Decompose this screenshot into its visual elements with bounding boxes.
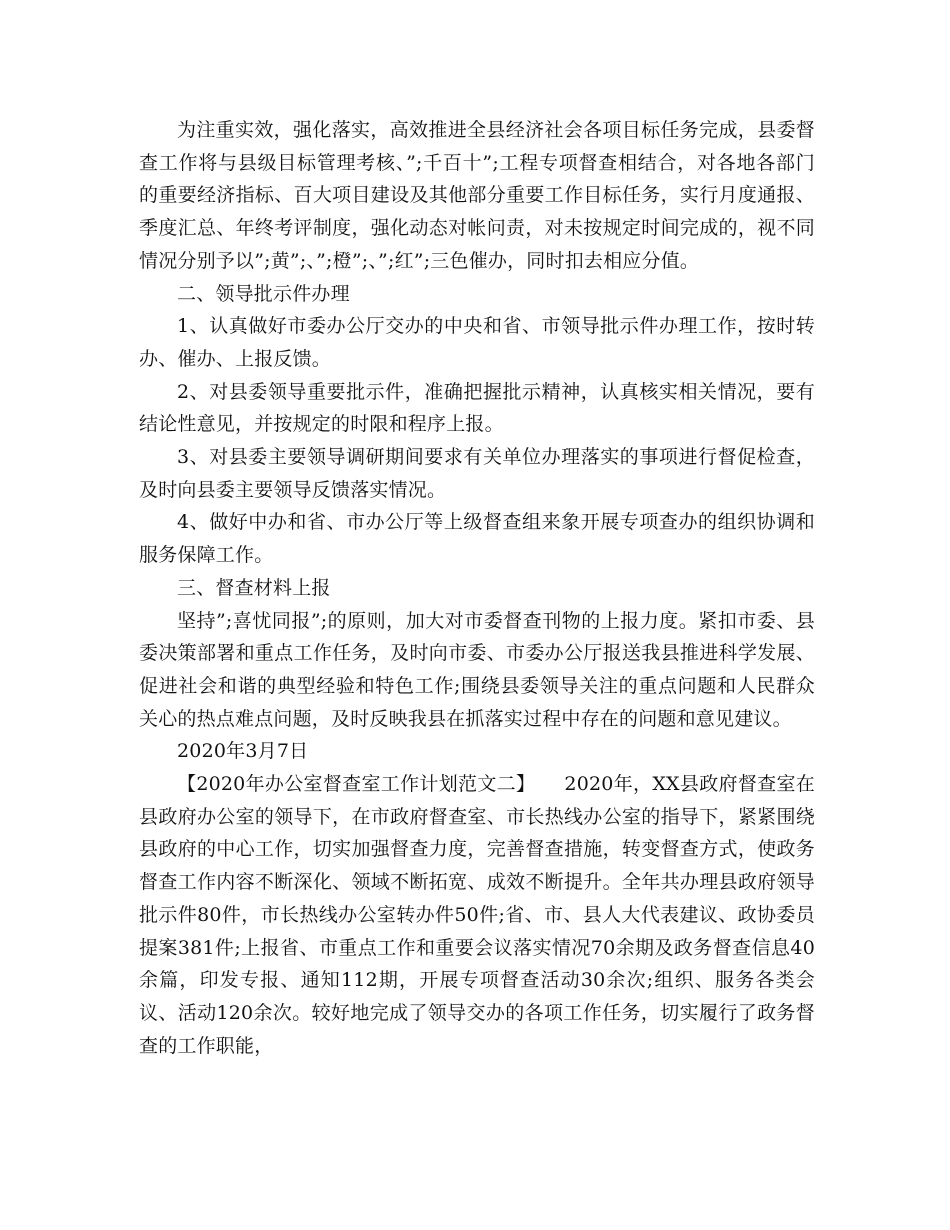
paragraph-item-1: 1、认真做好市委办公厅交办的中央和省、市领导批示件办理工作，按时转办、催办、上报反馈。 <box>139 315 815 370</box>
paragraph-item-4: 4、做好中办和省、市办公厅等上级督查组来象开展专项查办的组织协调和服务保障工作。 <box>139 511 815 567</box>
paragraph-item-3: 3、对县委主要领导调研期间要求有关单位办理落实的事项进行督促检查，及时向县委主要领导反馈落实情况。 <box>139 446 815 501</box>
paragraph-intro: 为注重实效，强化落实，高效推进全县经济社会各项目标任务完成，县委督查工作将与县级目标管理考核、”;千百十”;工程专项督查相结合，对各地各部门的重要经济指标、百大项目建设及其他部分重要工作目标任务，实行月度通报、季度汇总、年终考评制度，强化动态对帐问责，对未按规定时间完成的，视不同情况分别予以”;黄”;、”;橙”;、”;红”;三色催办，同时扣去相应分值。 <box>139 119 815 272</box>
section-heading-materials-report: 三、督查材料上报 <box>177 576 331 599</box>
section-heading-leader-instructions: 二、领导批示件办理 <box>177 282 350 305</box>
paragraph-materials-report: 坚持”;喜忧同报”;的原则，加大对市委督查刊物的上报力度。紧扣市委、县委决策部署和重点工作任务，及时向市委、市委办公厅报送我县推进科学发展、促进社会和谐的典型经验和特色工作;围绕县委领导关注的重点问题和人民群众关心的热点难点问题，及时反映我县在抓落实过程中存在的问题和意见建议。 <box>139 609 815 730</box>
paragraph-item-2: 2、对县委领导重要批示件，准确把握批示精神，认真核实相关情况，要有结论性意见，并按规定的时限和程序上报。 <box>139 380 815 436</box>
paragraph-sample-two: 【2020年办公室督查室工作计划范文二】 2020年，XX县政府督查室在县政府办公室的领导下，在市政府督查室、市长热线办公室的指导下，紧紧围绕县政府的中心工作，切实加强督查力度，完善督查措施，转变督查方式，使政务督查工作内容不断深化、领域不断拓宽、成效不断提升。全年共办理县政府领导批示件80件，市长热线办公室转办件50件;省、市、县人大代表建议、政协委员提案381件;上报省、市重点工作和重要会议落实情况70余期及政务督查信息40余篇，印发专报、通知112期，开展专项督查活动30余次;组织、服务各类会议、活动120余次。较好地完成了领导交办的各项工作任务，切实履行了政务督查的工作职能， <box>139 773 815 1057</box>
document-body <box>139 114 815 1062</box>
document-date: 2020年3月7日 <box>177 740 309 763</box>
